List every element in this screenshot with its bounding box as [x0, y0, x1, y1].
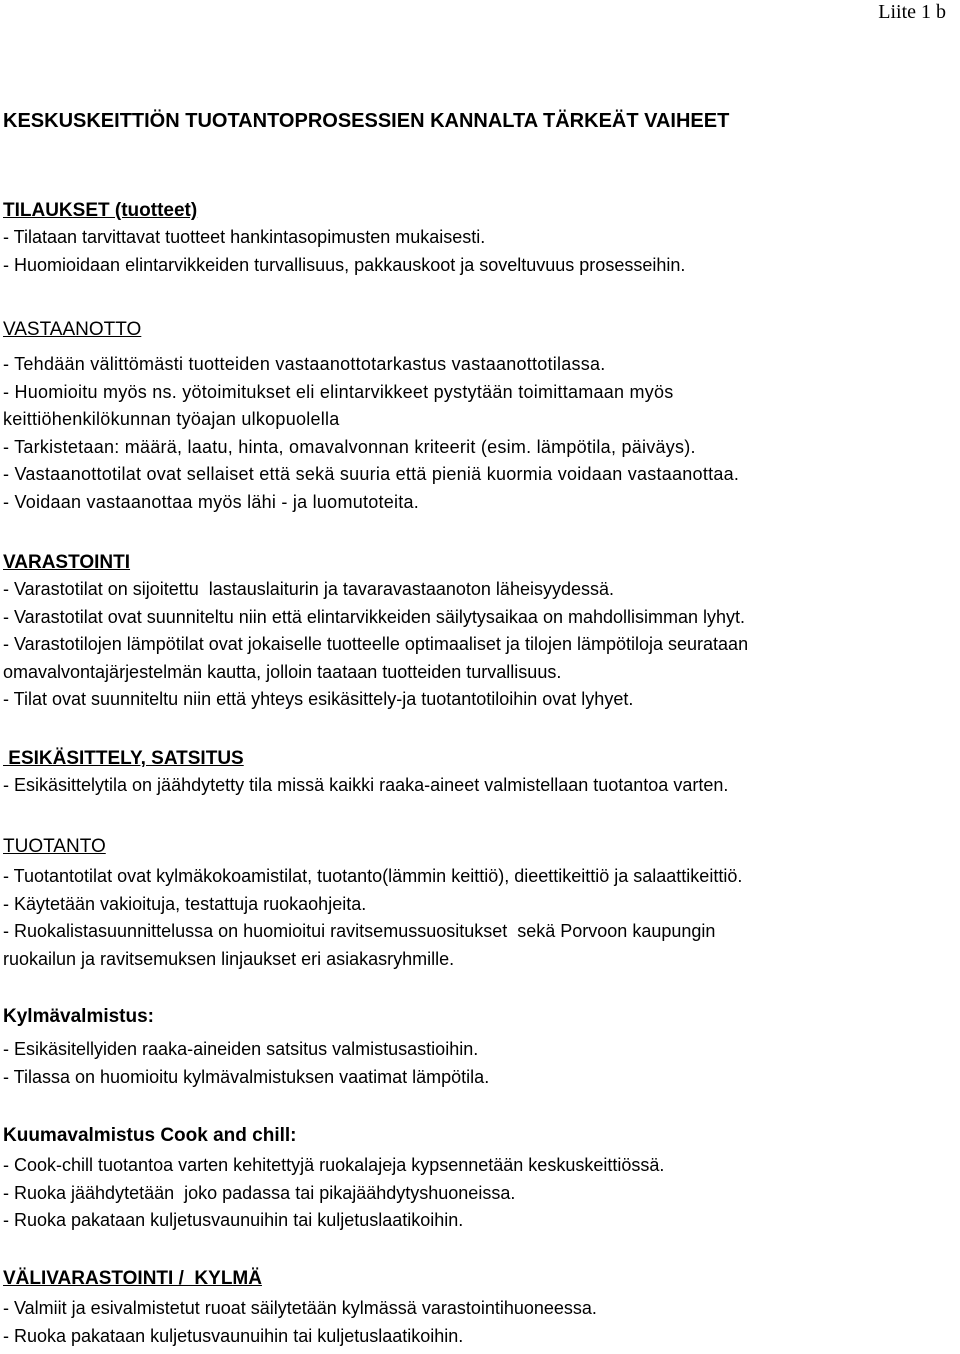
text-line: - Tilat ovat suunniteltu niin että yhteys esikäsittely-ja tuotantotiloihin ovat lyhyet.	[3, 689, 634, 709]
section-heading: Kylmävalmistus:	[3, 1006, 155, 1027]
section-heading: TUOTANTO	[3, 836, 106, 857]
text-line: - Ruoka pakataan kuljetusvaunuihin tai kuljetuslaatikoihin.	[3, 1210, 464, 1230]
section-heading: ESIKÄSITTELY, SATSITUS	[3, 748, 244, 769]
text-line: - Huomioitu myös ns. yötoimitukset eli elintarvikkeet pystytään toimittamaan myös	[3, 381, 674, 402]
text-line: - Huomioidaan elintarvikkeiden turvallisuus, pakkauskoot ja soveltuvuus prosesseihin.	[3, 254, 686, 275]
text-line: - Voidaan vastaanottaa myös lähi - ja luomutoteita.	[3, 491, 419, 512]
text-line: - Käytetään vakioituja, testattuja ruokaohjeita.	[3, 893, 367, 914]
section-heading: VARASTOINTI	[3, 552, 131, 573]
text-line: - Ruoka pakataan kuljetusvaunuihin tai kuljetuslaatikoihin.	[3, 1325, 464, 1346]
text-line: - Varastotilat on sijoitettu lastauslaiturin ja tavaravastaanoton läheisyydessä.	[3, 579, 614, 599]
section-kylmavalmistus	[3, 1004, 960, 1091]
section-tuotanto	[3, 834, 960, 973]
section-heading: TILAUKSET (tuotteet)	[3, 200, 198, 221]
text-line: - Tilassa on huomioitu kylmävalmistuksen vaatimat lämpötila.	[3, 1066, 490, 1087]
text-line: - Esikäsittelytila on jäähdytetty tila missä kaikki raaka-aineet valmistellaan tuotantoa varten.	[3, 775, 729, 795]
section-esikasittely	[3, 746, 960, 800]
text-line: omavalvontajärjestelmän kautta, jolloin taataan tuotteiden turvallisuus.	[3, 661, 562, 682]
text-line: - Varastotilojen lämpötilat ovat jokaiselle tuotteelle optimaaliset ja tilojen lämpötiloja seurataan	[3, 634, 749, 654]
text-line: - Cook-chill tuotantoa varten kehitettyjä ruokalajeja kypsennetään keskuskeittiössä.	[3, 1155, 665, 1175]
text-line: - Tehdään välittömästi tuotteiden vastaanottotarkastus vastaanottotilassa.	[3, 354, 606, 374]
text-line: - Ruokalistasuunnittelussa on huomioitui ravitsemussuositukset sekä Porvoon kaupungin	[3, 921, 716, 941]
text-line: ruokailun ja ravitsemuksen linjaukset eri asiakasryhmille.	[3, 948, 455, 969]
document-title: KESKUSKEITTIÖN TUOTANTOPROSESSIEN KANNALTA TÄRKEÄT VAIHEET	[3, 110, 730, 132]
text-line: - Varastotilat ovat suunniteltu niin että elintarvikkeiden säilytysaikaa on mahdollisimman lyhyt.	[3, 606, 746, 627]
text-line: - Tarkistetaan: määrä, laatu, hinta, omavalvonnan kriteerit (esim. lämpötila, päiväys).	[3, 436, 696, 457]
text-line: - Tilataan tarvittavat tuotteet hankintasopimusten mukaisesti.	[3, 227, 486, 247]
section-tilaukset	[3, 198, 960, 279]
section-varastointi	[3, 550, 960, 714]
section-valivarastointi	[3, 1266, 960, 1350]
text-line: - Esikäsitellyiden raaka-aineiden satsitus valmistusastioihin.	[3, 1039, 479, 1059]
section-kuumavalmistus	[3, 1123, 960, 1235]
section-heading: VÄLIVARASTOINTI / KYLMÄ	[3, 1268, 262, 1289]
section-vastaanotto	[3, 317, 960, 516]
text-line: - Tuotantotilat ovat kylmäkokoamistilat, tuotanto(lämmin keittiö), dieettikeittiö ja salaattikeittiö.	[3, 866, 743, 886]
page-number: Liite 1 b	[878, 1, 946, 23]
section-heading: Kuumavalmistus Cook and chill:	[3, 1125, 297, 1146]
text-line: keittiöhenkilökunnan työajan ulkopuolella	[3, 409, 340, 429]
section-heading: VASTAANOTTO	[3, 319, 142, 340]
text-line: - Ruoka jäähdytetään joko padassa tai pikajäähdytyshuoneissa.	[3, 1182, 516, 1203]
text-line: - Valmiit ja esivalmistetut ruoat säilytetään kylmässä varastointihuoneessa.	[3, 1298, 597, 1318]
text-line: - Vastaanottotilat ovat sellaiset että sekä suuria että pieniä kuormia voidaan vastaanottaa.	[3, 464, 740, 484]
